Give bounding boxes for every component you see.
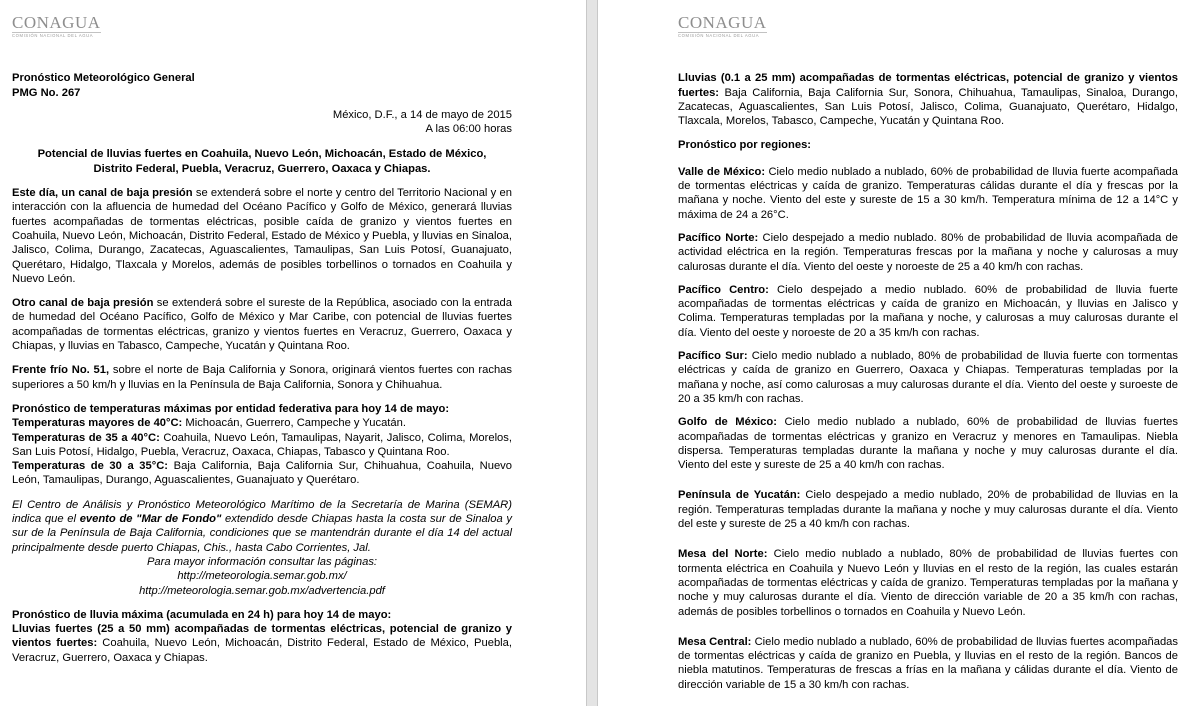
logo-name: CONAGUA <box>12 13 101 32</box>
p3-body: sobre el norte de Baja California y Sonora, originará vientos fuertes con rachas superiores a 50 km/h y lluvias en la Península de Baja California, Sonora y Chihuahua. <box>12 364 512 391</box>
p1-body: se extenderá sobre el norte y centro del Territorio Nacional y en interacción con la afluencia de humedad del Océano Pacífico y Golfo de México, generará lluvias fuertes acompañadas de tormentas eléctricas, posible caída de granizo y vientos fuertes en Coahuila, Nuevo León, Michoacán, Distrito Federal, Estado de México y Puebla, y lluvias en Sinaloa, Jalisco, Colima, Durango, Zacatecas, Aguascalientes, Tamaulipas, San Luis Potosí, Guanajuato, Querétaro, Hidalgo, Tlaxcala y Morelos, además de posibles torbellinos o tornados en Coahuila y Nuevo León. <box>12 187 512 285</box>
region-paragraph <box>678 231 1178 274</box>
semar-event: evento de "Mar de Fondo" <box>79 513 222 526</box>
more-info: Para mayor información consultar las páginas: <box>146 555 378 568</box>
semar-notice <box>12 498 512 555</box>
issue-date: México, D.F., a 14 de mayo de 2015 <box>332 108 512 121</box>
logo-subtitle: COMISIÓN NACIONAL DEL AGUA <box>678 32 767 39</box>
rain-light-label: Lluvias (0.1 a 25 mm) acompañadas de tormentas eléctricas, potencial de granizo y vientos fuertes: <box>678 72 1178 99</box>
region-forecast: Cielo despejado a medio nublado. 80% de probabilidad de lluvia acompañada de actividad eléctrica en la región. Temperaturas frescas por la mañana y noche y calurosas a muy calurosas durante el día. Viento del oeste y noroeste de 25 a 40 km/h con rachas. <box>678 231 1178 273</box>
document-page-left <box>0 0 586 706</box>
region-name: Península de Yucatán: <box>678 489 801 502</box>
region-forecast: Cielo medio nublado a nublado, 80% de probabilidad de lluvias fuertes con tormenta eléctrica en Coahuila y Nuevo León y lluvias en el resto de la región, las cuales estarán acompañadas de tormentas eléctricas y caída de granizo. Temperaturas templadas por la mañana y noche y muy calurosas durante el día. Viento de dirección variable de 20 a 35 km/h con rachas, además de posibles torbellinos o tornados en Coahuila y Nuevo León. <box>678 548 1178 618</box>
region-name: Valle de México: <box>678 165 766 178</box>
link-semar-meteorologia[interactable]: http://meteorologia.semar.gob.mx/ <box>177 570 347 583</box>
document-page-right <box>598 0 1192 706</box>
region-forecast: Cielo despejado a medio nublado. 60% de probabilidad de lluvia fuerte acompañadas de tormentas eléctricas y caída de granizo en Michoacán, y lluvias en Jalisco y Colima. Temperaturas templadas por la mañana y noche, y calurosas a muy calurosas durante el día. Viento del oeste y noroeste de 20 a 35 km/h con rachas. <box>678 283 1178 339</box>
region-paragraph <box>678 635 1178 692</box>
region-name: Pacífico Centro: <box>678 283 769 296</box>
region-forecast: Cielo medio nublado a nublado, 60% de probabilidad de lluvia fuerte acompañada de tormentas eléctricas y caída de granizo. Temperaturas cálidas durante el día y frescas por la mañana y noche. Viento del este y sureste de 15 a 30 km/h. Temperatura mínima de 12 a 14°C y máxima de 24 a 26°C. <box>678 165 1178 221</box>
heading-pmg: PMG No. 267 <box>12 86 81 99</box>
region-forecast: Cielo despejado a medio nublado, 20% de probabilidad de lluvias en la región. Temperaturas templadas durante la mañana y noche y muy calurosas durante el día. Viento del este y sureste de 25 a 40 km/h con rachas. <box>678 489 1178 531</box>
regions-list <box>678 165 1178 692</box>
region-name: Mesa del Norte: <box>678 548 768 561</box>
region-forecast: Cielo medio nublado a nublado, 60% de probabilidad de lluvias fuertes acompañadas de tormentas eléctricas y granizo en Veracruz y menores en Tamaulipas. Niebla dispersa. Temperaturas templadas durante la mañana y noche y muy calurosas durante el día. Viento del este y sureste de 25 a 40 km/h con rachas. <box>678 416 1178 472</box>
logo-name: CONAGUA <box>678 13 767 32</box>
bulletin-title: Potencial de lluvias fuertes en Coahuila, Nuevo León, Michoacán, Estado de México, Distrito Federal, Puebla, Veracruz, Guerrero, Oaxaca y Chiapas. <box>37 148 487 175</box>
t1-label: Temperaturas mayores de 40°C: <box>12 417 183 430</box>
region-name: Mesa Central: <box>678 635 752 648</box>
semar-part-b: extendido desde Chiapas hasta la costa sur de Sinaloa y sur de la Península de Baja California, condiciones que se mantendrán durante el día 14 del actual principalmente desde puerto Chiapas, Chis., hasta Cabo Corrientes, Jal. <box>12 513 512 554</box>
temperature-35-40 <box>12 431 512 460</box>
t2-label: Temperaturas de 35 a 40°C: <box>12 431 160 444</box>
rain-strong-states: Coahuila, Nuevo León, Michoacán, Distrito Federal, Estado de México, Puebla, Veracruz, Guerrero, Oaxaca y Chiapas. <box>12 637 512 664</box>
link-semar-advertencia[interactable]: http://meteorologia.semar.gob.mx/advertencia.pdf <box>139 584 385 597</box>
region-paragraph <box>678 165 1178 222</box>
t3-label: Temperaturas de 30 a 35°C: <box>12 460 169 473</box>
temperature-above-40 <box>12 416 512 430</box>
rain-heading: Pronóstico de lluvia máxima (acumulada en 24 h) para hoy 14 de mayo: <box>12 608 392 621</box>
t3-states: Baja California, Baja California Sur, Chihuahua, Coahuila, Nuevo León, Tamaulipas, Durango, Aguascalientes, Guanajuato y Querétaro. <box>12 460 512 487</box>
conagua-logo <box>678 14 767 39</box>
semar-part-a: El Centro de Análisis y Pronóstico Meteorológico Marítimo de la Secretaría de Marina (SEMAR) indica que el <box>12 498 512 526</box>
issue-time: A las 06:00 horas <box>425 123 512 136</box>
conagua-logo <box>12 14 101 39</box>
page-gap <box>586 0 598 706</box>
p2-lead: Otro canal de baja presión <box>12 297 154 310</box>
p1-lead: Este día, un canal de baja presión <box>12 187 193 200</box>
p3-lead: Frente frío No. 51, <box>12 364 110 377</box>
regions-heading: Pronóstico por regiones: <box>678 139 812 152</box>
region-paragraph <box>678 349 1178 406</box>
region-name: Golfo de México: <box>678 416 777 429</box>
rain-light <box>678 71 1178 128</box>
paragraph-otro-canal <box>12 296 512 353</box>
region-paragraph <box>678 547 1178 618</box>
paragraph-baja-presion <box>12 186 512 286</box>
rain-strong <box>12 622 512 665</box>
temperature-30-35 <box>12 459 512 488</box>
paragraph-frente-frio <box>12 363 512 392</box>
region-forecast: Cielo medio nublado a nublado, 80% de probabilidad de lluvia fuerte con tormentas eléctricas y caída de granizo en Guerrero, Oaxaca y Chiapas. Temperaturas templadas por la mañana y noche, así como calurosas a muy calurosas durante el día. Viento del oeste y suroeste de 20 a 35 km/h con rachas. <box>678 350 1178 405</box>
t1-states: Michoacán, Guerrero, Campeche y Yucatán. <box>182 417 406 430</box>
rain-strong-label: Lluvias fuertes (25 a 50 mm) acompañadas de tormentas eléctricas, potencial de granizo y vientos fuertes: <box>12 623 512 650</box>
region-name: Pacífico Norte: <box>678 231 759 244</box>
heading-pronostico: Pronóstico Meteorológico General <box>12 72 195 85</box>
rain-light-states: Baja California, Baja California Sur, Sonora, Chihuahua, Tamaulipas, Sinaloa, Durango, Zacatecas, Aguascalientes, San Luis Potosí, Jalisco, Colima, Guanajuato, Querétaro, Hidalgo, Tlaxcala, Morelos, Tabasco, Campeche, Yucatán y Quintana Roo. <box>678 86 1178 128</box>
region-forecast: Cielo medio nublado a nublado, 60% de probabilidad de lluvias fuertes acompañadas de tormentas eléctricas y caída de granizo en Puebla, y lluvias en el resto de la región. Bancos de niebla matutinos. Temperaturas de frescas a frías en la mañana y cálidas durante el día. Viento de dirección variable de 15 a 30 km/h con rachas. <box>678 635 1178 691</box>
logo-subtitle: COMISIÓN NACIONAL DEL AGUA <box>12 32 101 39</box>
region-paragraph <box>678 283 1178 340</box>
t2-states: Coahuila, Nuevo León, Tamaulipas, Nayarit, Jalisco, Colima, Morelos, San Luis Potosí, Hidalgo, Puebla, Veracruz, Oaxaca, Chiapas, Tabasco y Quintana Roo. <box>12 431 512 458</box>
temperature-heading: Pronóstico de temperaturas máximas por entidad federativa para hoy 14 de mayo: <box>12 402 450 415</box>
region-paragraph <box>678 415 1178 472</box>
region-name: Pacífico Sur: <box>678 350 748 363</box>
region-paragraph <box>678 488 1178 531</box>
p2-body: se extenderá sobre el sureste de la República, asociado con la entrada de humedad del Océano Pacífico, Golfo de México y Mar Caribe, con potencial de lluvias fuertes acompañadas de tormentas eléctricas, granizo y vientos fuertes en Veracruz, Guerrero, Oaxaca y Chiapas, y lluvias en Tabasco, Campeche, Yucatán y Quintana Roo. <box>12 297 512 353</box>
